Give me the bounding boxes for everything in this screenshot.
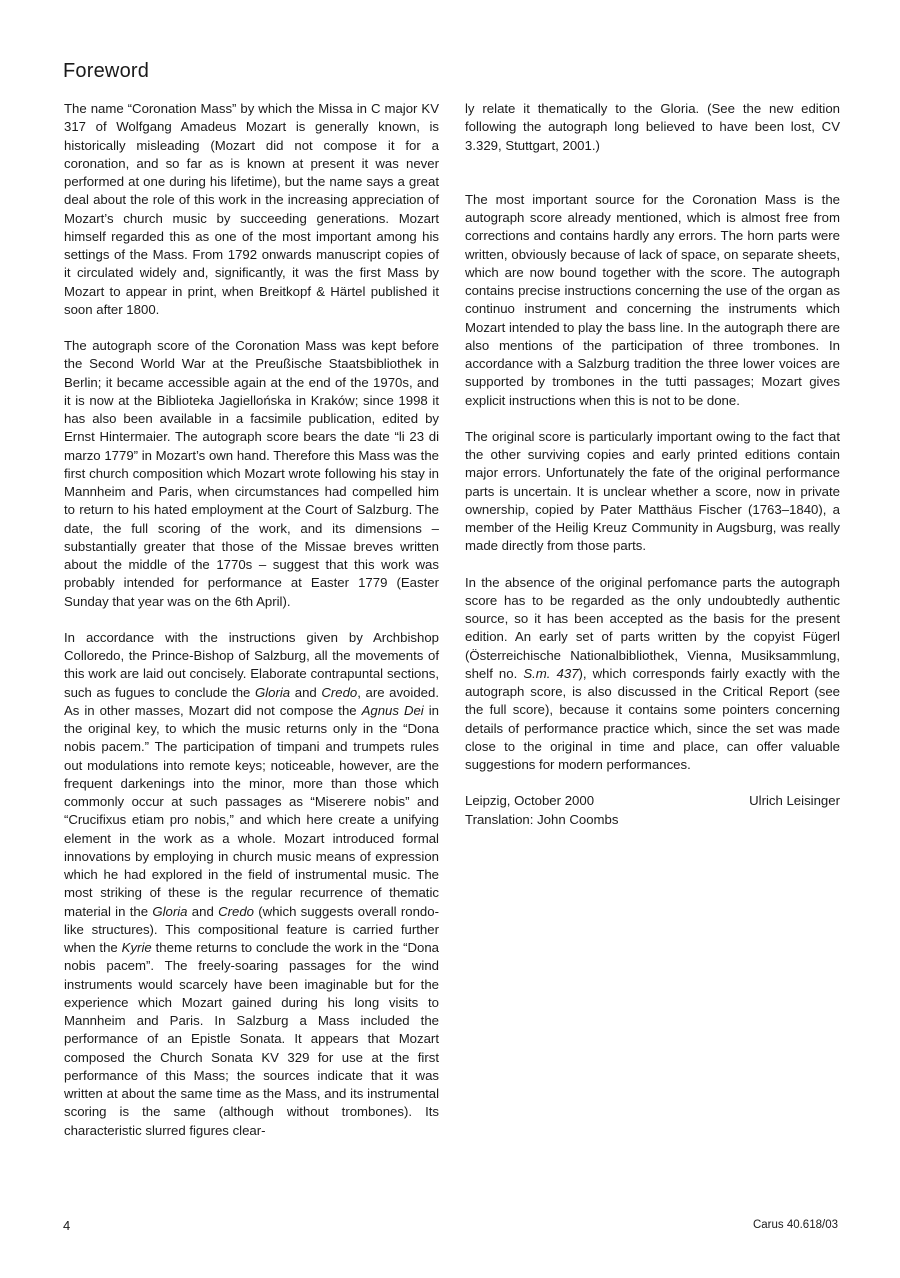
paragraph: The name “Coronation Mass” by which the Missa in C major KV 317 of Wolfgang Amadeus Mozart is generally known, is historically misleading (Mozart did not compose it for a coronation, and so far as is known at present it was never performed at one during his lifetime), but the name says a great deal about the role of this work in the increasing appreciation of Mozart’s church music by succeeding generations. Mozart himself regarded this as one of the most important among his settings of the Mass. From 1792 onwards manuscript copies of it circulated widely and, significantly, it was the first Mass by Mozart to appear in print, when Breitkopf & Härtel published it soon after 1800. — [64, 101, 439, 317]
signature-line — [465, 792, 840, 810]
paragraph: ly relate it thematically to the Gloria. (See the new edition following the autograph long believed to have been lost, CV 3.329, Stuttgart, 2001.) — [465, 101, 840, 153]
paragraph: In the absence of the original perfomance parts the autograph score has to be regarded as the only undoubtedly authentic source, so it has been accepted as the basis for the present edition. An early set of parts written by the copyist Fügerl (Österreichische Nationalbibliothek, Vienna, Musiksammlung, shelf no. S.m. 437), which corresponds fairly exactly with the autograph score, is also discussed in the Critical Report (see the full score), because it contains some pointers concerning details of performance practice which, since the set was made close to the original in time and place, can offer valuable suggestions for modern performances. — [465, 574, 840, 772]
author-name: Ulrich Leisinger — [749, 793, 840, 809]
right-column — [465, 100, 840, 829]
left-column — [64, 100, 439, 1140]
page-number: 4 — [63, 1218, 71, 1233]
paragraph: In accordance with the instructions given by Archbishop Colloredo, the Prince-Bishop of Salzburg, all the movements of this work are laid out concisely. Elaborate contrapuntal sections, such as fugues to conclude the Gloria and Credo, are avoided. As in other masses, Mozart did not compose the Agnus Dei in the original key, to which the music returns only in the “Dona nobis pacem.” The participation of timpani and trumpets rules out modulations into remote keys; noticeable, however, are the frequent darkenings into the minor, more than those which commonly occur at such passages as “Miserere nobis” and “Crucifixus etiam pro nobis,” and which here create a unifying element in the work as a whole. Mozart introduced formal innovations by employing in church music means of expression which he had explored in the field of instrumental music. The most striking of these is the regular recurrence of thematic material in the Gloria and Credo (which suggests overall rondo-like structures). This compositional feature is carried further when the Kyrie theme returns to conclude the work in the “Dona nobis pacem”. The freely-soaring passages for the wind instruments would scarcely have been imaginable but for the experience which Mozart gained during his long visits to Mannheim and Paris. In Salzburg a Mass included the performance of an Epistle Sonata. It appears that Mozart composed the Church Sonata KV 329 for use at the first performance of this Mass; the sources indicate that it was written at about the same time as the Mass, and its instrumental scoring is the same (although without trombones). Its characteristic slurred figures clear- — [64, 629, 440, 1138]
catalog-number: Carus 40.618/03 — [752, 1219, 838, 1231]
paragraph: The most important source for the Coronation Mass is the autograph score already mentioned, which is almost free from corrections and contains hardly any errors. The horn parts were written, obviously because of lack of space, on separate sheets, which are now bound together with the score. The autograph contains precise instructions concerning the use of the organ as continuo instrument and concerning the instruments which Mozart intended to play the bass line. In the autograph there are also mentions of the participation of three trombones. In accordance with a Salzburg tradition the three lower voices are supported by trombones in the tutti passages; Mozart gives explicit instructions when this is not to be done. — [465, 191, 840, 408]
paragraph: The autograph score of the Coronation Mass was kept before the Second World War at the Preußische Staatsbibliothek in Berlin; it became accessible again at the end of the 1970s, and it is now at the Biblioteka Jagiellońska in Kraków; since 1998 it has also been available in a facsimile publication, edited by Ernst Hintermaier. The autograph score bears the date “li 23 di marzo 1779” in Mozart’s own hand. Therefore this Mass was the first church composition which Mozart wrote following his stay in Mannheim and Paris, when circumstances had compelled him to return to his hated employment at the Court of Salzburg. The date, the full scoring of the work, and its dimensions – substantially greater that those of the Missae breves written about the middle of the 1770s – suggest that this work was probably intended for performance at Easter 1779 (Easter Sunday that year was on the 6th April). — [64, 338, 439, 609]
paragraph: The original score is particularly important owing to the fact that the other surviving copies and early printed editions contain major errors. Unfortunately the fate of the original performance parts is uncertain. It is unclear whether a score, now in private ownership, copied by Pater Matthäus Fischer (1763–1840), a member of the Heilig Kreuz Community in Augsburg, was really made directly from those parts. — [465, 428, 840, 554]
translation-credit: Translation: John Coombs — [465, 811, 619, 827]
page-title: Foreword — [63, 60, 150, 82]
place-date: Leipzig, October 2000 — [465, 793, 595, 809]
